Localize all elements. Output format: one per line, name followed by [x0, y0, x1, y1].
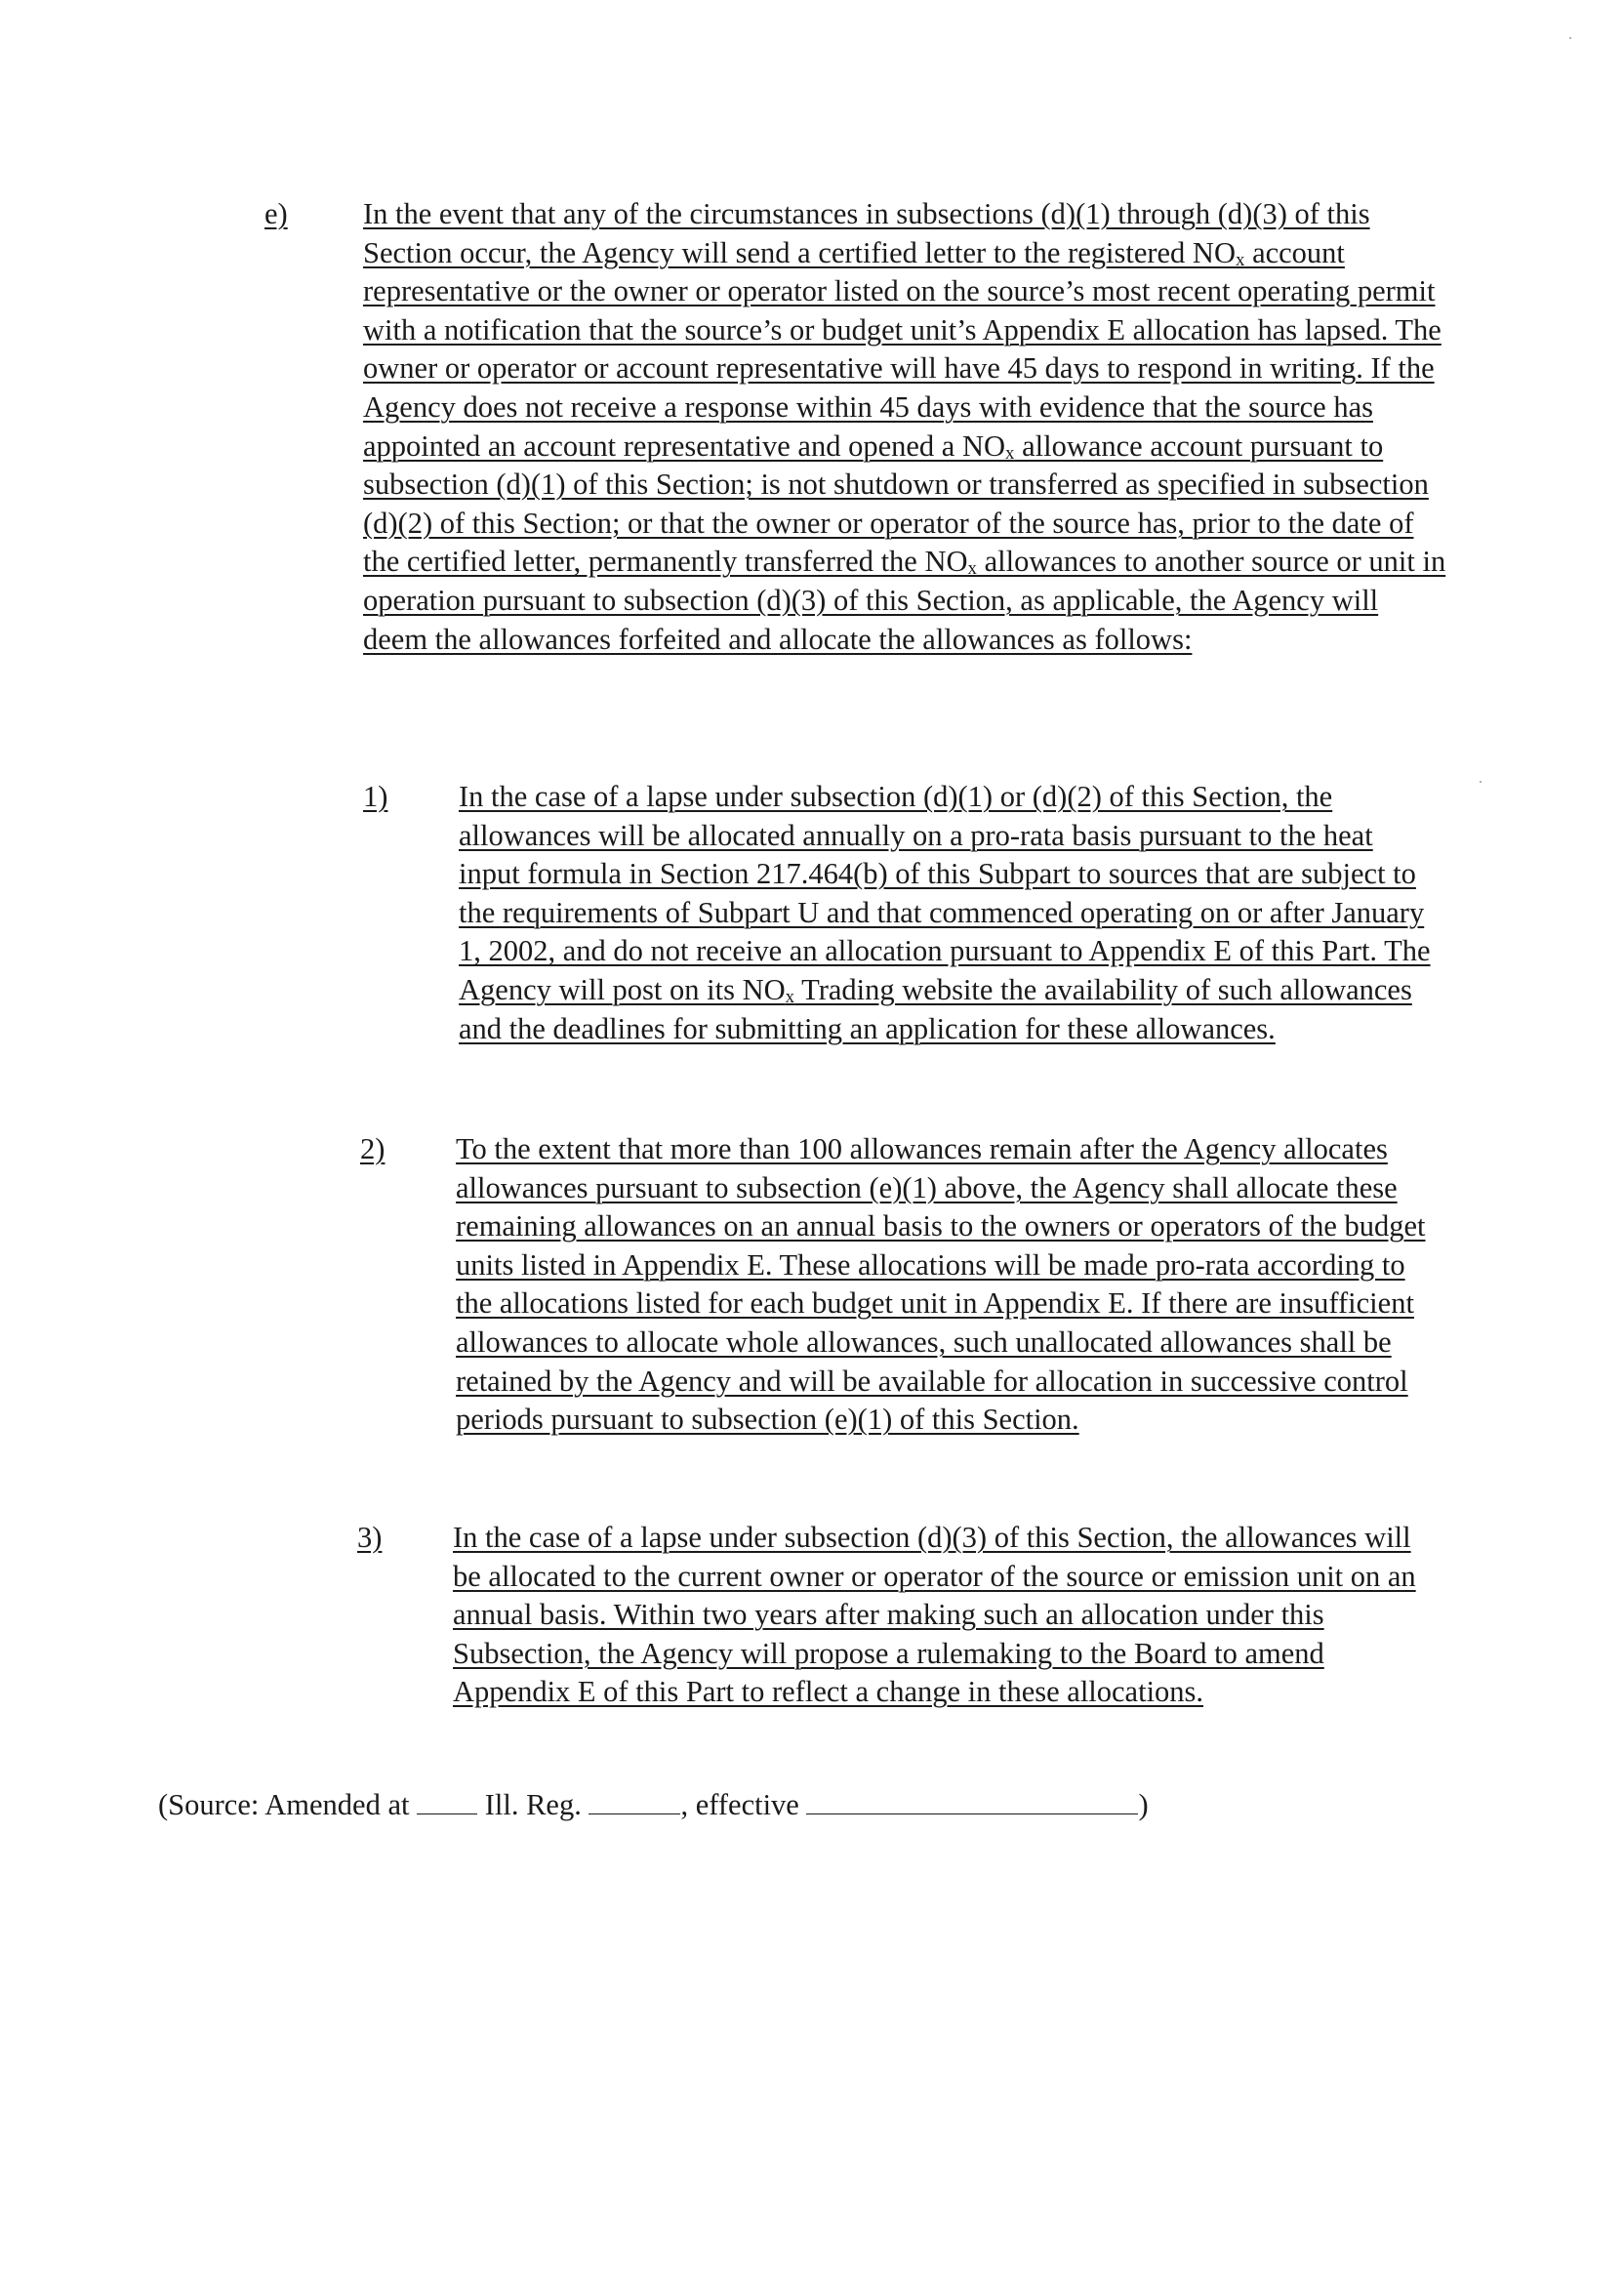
- nox-subscript: x: [785, 986, 795, 1007]
- scan-speck: [1480, 781, 1482, 783]
- source-note-close: ): [1138, 1788, 1149, 1821]
- nox-subscript: x: [1235, 249, 1245, 270]
- subsection-e-marker: e): [264, 197, 288, 230]
- source-note-open: (Source: Amended at: [158, 1788, 410, 1821]
- register-volume-blank: [417, 1790, 477, 1814]
- subsection-e-text-2: account representative or the owner or operator listed on the source’s most recent operating permit with a notification that the source’s or budget unit’s Appendix E allocation has lapsed. The owner or operator or account representative will have 45 days to respond in writing. If the Agency does not receive a response within 45 days with evidence that the source has appointed an account representative and opened a NO: [363, 235, 1441, 463]
- source-note-effective: , effective: [680, 1788, 799, 1821]
- subsection-e-text-3: allowance account pursuant to subsection (d)(1) of this Section; is not shutdown or transferred as specified in subsection (d)(2) of this Section; or that the owner or operator of the source has, prior to the date of the certified letter, permanently transferred the NO: [363, 428, 1429, 579]
- item-3-marker: 3): [357, 1521, 383, 1554]
- item-1-text-1: In the case of a lapse under subsection (d)(1) or (d)(2) of this Section, the allowances will be allocated annually on a pro-rata basis pursuant to the heat input formula in Section 217.464(b) of this Subpart to sources that are subject to the requirements of Subpart U and that commenced operating on or after January 1, 2002, and do not receive an allocation pursuant to Appendix E of this Part. The Agency will post on its NO: [459, 780, 1431, 1006]
- item-2-paragraph: To the extent that more than 100 allowances remain after the Agency allocates allowances pursuant to subsection (e)(1) above, the Agency shall allocate these remaining allowances on an annual basis to the owners or operators of the budget units listed in Appendix E. These allocations will be made pro-rata according to the allocations listed for each budget unit in Appendix E. If there are insufficient allowances to allocate whole allowances, such unallocated allowances shall be retained by the Agency and will be available for allocation in successive control periods pursuant to subsection (e)(1) of this Section.: [456, 1132, 1426, 1437]
- source-note: [158, 1785, 1149, 1824]
- subsection-e-text-4: allowances to another source or unit in operation pursuant to subsection (d)(3) of this Section, as applicable, the Agency will deem the allowances forfeited and allocate the allowances as follows:: [363, 545, 1446, 656]
- effective-date-blank: [806, 1790, 1138, 1814]
- nox-subscript: x: [967, 558, 977, 580]
- item-1-paragraph: [459, 778, 1437, 1048]
- item-1-marker: 1): [363, 780, 388, 813]
- item-2-marker: 2): [360, 1132, 386, 1165]
- register-page-blank: [589, 1790, 680, 1814]
- nox-subscript: x: [1005, 442, 1015, 464]
- subsection-e-paragraph: [363, 195, 1448, 659]
- item-1-text-2: Trading website the availability of such allowances and the deadlines for submitting an application for these allowances.: [459, 972, 1412, 1045]
- item-3-paragraph: In the case of a lapse under subsection (d)(3) of this Section, the allowances will be allocated to the current owner or operator of the source or emission unit on an annual basis. Within two years after making such an allocation under this Subsection, the Agency will propose a rulemaking to the Board to amend Appendix E of this Part to reflect a change in these allocations.: [453, 1521, 1416, 1709]
- source-note-reg: Ill. Reg.: [484, 1788, 582, 1821]
- subsection-e-text-1: In the event that any of the circumstances in subsections (d)(1) through (d)(3) of this Section occur, the Agency will send a certified letter to the registered NO: [363, 197, 1370, 269]
- scan-speck: [1569, 37, 1571, 39]
